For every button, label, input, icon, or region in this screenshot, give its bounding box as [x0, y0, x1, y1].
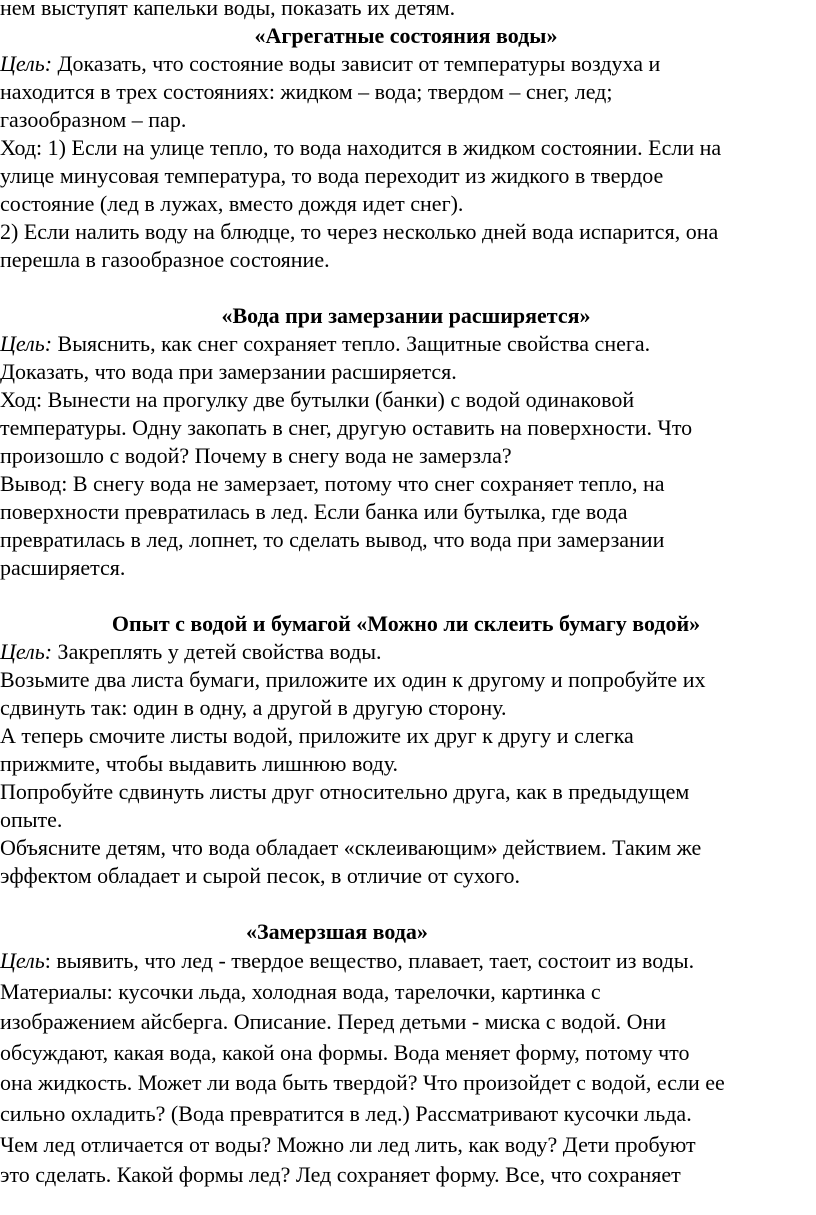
body-line: она жидкость. Может ли вода быть твердой? Что произойдет с водой, если ее [0, 1070, 725, 1096]
body-line: произошло с водой? Почему в снегу вода не замерзла? [0, 443, 512, 468]
body-line: Материалы: кусочки льда, холодная вода, тарелочки, картинка с [0, 978, 601, 1004]
body-line: температуры. Одну закопать в снег, другую оставить на поверхности. Что [0, 415, 693, 440]
section-title: «Вода при замерзании расширяется» [221, 303, 591, 328]
section-water-expands [0, 302, 812, 582]
goal-line [0, 330, 812, 358]
body-line: Вывод: В снегу вода не замерзает, потому что снег сохраняет тепло, на [0, 471, 665, 496]
blank-line [0, 890, 812, 918]
body-line: изображением айсберга. Описание. Перед детьми - миска с водой. Они [0, 1009, 667, 1035]
section-title: «Агрегатные состояния воды» [254, 23, 558, 48]
goal-text: Выяснить, как снег сохраняет тепло. Защитные свойства снега. [52, 331, 651, 356]
body-line: это сделать. Какой формы лед? Лед сохраняет форму. Все, что сохраняет [0, 1162, 681, 1188]
body-line: Ход: 1) Если на улице тепло, то вода находится в жидком состоянии. Если на [0, 135, 722, 160]
body-line: прижмите, чтобы выдавить лишнюю воду. [0, 751, 399, 776]
goal-line: газообразном – пар. [0, 107, 187, 132]
goal-line [0, 946, 812, 977]
body-line: опыте. [0, 807, 63, 832]
body-line: состояние (лед в лужах, вместо дождя идет снег). [0, 191, 464, 216]
body-line: сильно охладить? (Вода превратится в лед.) Рассматривают кусочки льда. [0, 1100, 692, 1126]
section-paper-glue [0, 610, 812, 890]
body-line: перешла в газообразное состояние. [0, 247, 330, 272]
goal-line [0, 50, 812, 78]
body-line: А теперь смочите листы водой, приложите их друг к другу и слегка [0, 723, 634, 748]
body-line: превратилась в лед, лопнет, то сделать вывод, что вода при замерзании [0, 527, 665, 552]
section-aggregate-states [0, 22, 812, 274]
body-line: улице минусовая температура, то вода переходит из жидкого в твердое [0, 163, 664, 188]
body-line: Объясните детям, что вода обладает «склеивающим» действием. Таким же [0, 835, 702, 860]
body-line: Попробуйте сдвинуть листы друг относительно друга, как в предыдущем [0, 779, 690, 804]
goal-label: Цель: [0, 51, 53, 76]
goal-line: находится в трех состояниях: жидком – вода; твердом – снег, лед; [0, 79, 613, 104]
body-line: поверхности превратилась в лед. Если банка или бутылка, где вода [0, 499, 628, 524]
section-frozen-water [0, 918, 812, 1191]
body-line: расширяется. [0, 555, 126, 580]
goal-line: Доказать, что вода при замерзании расширяется. [0, 359, 457, 384]
section-title: «Замерзшая вода» [246, 919, 428, 944]
blank-line [0, 274, 812, 302]
body-line: обсуждают, какая вода, какой она формы. Вода меняет форму, потому что [0, 1039, 690, 1065]
goal-text: Закреплять у детей свойства воды. [52, 639, 382, 664]
goal-line [0, 638, 812, 666]
body-line: Чем лед отличается от воды? Можно ли лед лить, как воду? Дети пробуют [0, 1131, 696, 1157]
body-line: Ход: Вынести на прогулку две бутылки (банки) с водой одинаковой [0, 387, 635, 412]
body-line: эффектом обладает и сырой песок, в отличие от сухого. [0, 863, 520, 888]
blank-line [0, 582, 812, 610]
goal-label: Цель: [0, 331, 53, 356]
intro-line: нем выступят капельки воды, показать их детям. [0, 0, 456, 20]
goal-label: Цель: [0, 639, 53, 664]
body-line: Возьмите два листа бумаги, приложите их один к другому и попробуйте их [0, 667, 706, 692]
body-line: 2) Если налить воду на блюдце, то через несколько дней вода испарится, она [0, 219, 719, 244]
section-title: Опыт с водой и бумагой «Можно ли склеить бумагу водой» [111, 611, 701, 636]
body-line: сдвинуть так: один в одну, а другой в другую сторону. [0, 695, 507, 720]
goal-label: Цель [0, 948, 45, 973]
goal-text: : выявить, что лед - твердое вещество, плавает, тает, состоит из воды. [44, 948, 695, 973]
goal-text: Доказать, что состояние воды зависит от температуры воздуха и [52, 51, 661, 76]
